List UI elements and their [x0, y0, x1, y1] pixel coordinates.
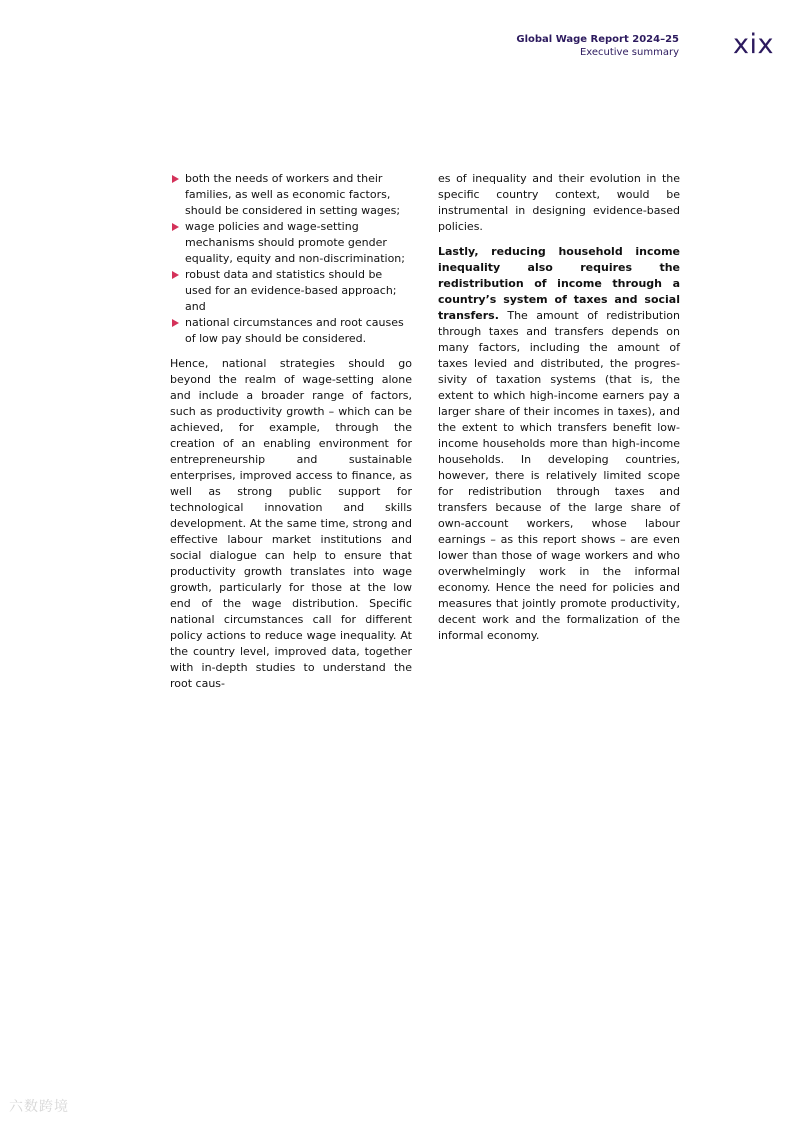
- list-item: [170, 219, 412, 267]
- triangle-bullet-icon: [172, 175, 179, 183]
- section-title: Executive summary: [579, 47, 679, 58]
- triangle-bullet-icon: [172, 271, 179, 279]
- report-title: Global Wage Report 2024–25: [516, 34, 679, 45]
- page-number: xix: [733, 29, 774, 60]
- body-paragraph: es of inequality and their evolution in the specific country context, would be instrumental in designing evidence-based policies.: [438, 172, 680, 233]
- paragraph-text: The amount of redistribution through taxes and transfers depends on many factors, including the amount of taxes levied and distributed, the progressivity of taxation systems (that is, the extent to which high-income earners pay a larger share of their incomes in taxes), and the extent to which transfers benefit low-income households more than high-income households. In developing countries, however, there is relatively limited scope for redistribution through taxes and transfers because of the large share of own-account workers, whose labour earnings – as this report shows – are even lower than those of wage workers and who overwhelmingly work in the informal economy. Hence the need for policies and measures that jointly promote productivity, decent work and the formalization of the informal economy.: [438, 309, 680, 642]
- body-paragraph: Hence, national strategies should go beyond the realm of wage-setting alone and include a broader range of factors, such as productivity growth – which can be achieved, for example, through the creation of an enabling environment for entrepreneurship and sustainable enterprises, improved access to finance, as well as strong public support for technological innovation and skills development. At the same time, strong and effective labour market institutions and social dialogue can help to ensure that productivity growth translates into wage growth, particularly for those at the low end of the wage distribution. Specific national circumstances call for different policy actions to reduce wage inequality. At the country level, improved data, together with in-depth studies to understand the root caus-: [170, 357, 412, 690]
- list-item-text: wage policies and wage-setting mechanisms should promote gender equality, equity and non-discrimination;: [185, 220, 405, 265]
- principles-list: [170, 171, 412, 347]
- triangle-bullet-icon: [172, 319, 179, 327]
- right-column: [438, 171, 680, 644]
- triangle-bullet-icon: [172, 223, 179, 231]
- watermark: 六数跨境: [9, 1099, 69, 1115]
- bold-lead-in: Lastly, reducing household income inequality also requires the redistribution of income through a country’s system of taxes and social transfers.: [438, 245, 680, 322]
- list-item-text: both the needs of workers and their families, as well as economic factors, should be considered in setting wages;: [185, 172, 401, 217]
- body-paragraph: [438, 244, 680, 644]
- list-item: [170, 315, 412, 347]
- list-item-text: national circumstances and root causes of low pay should be considered.: [185, 316, 404, 345]
- list-item-text: robust data and statistics should be used for an evidence-based approach; and: [185, 268, 397, 313]
- running-header: [516, 33, 679, 59]
- left-column: [170, 171, 412, 692]
- list-item: [170, 267, 412, 315]
- list-item: [170, 171, 412, 219]
